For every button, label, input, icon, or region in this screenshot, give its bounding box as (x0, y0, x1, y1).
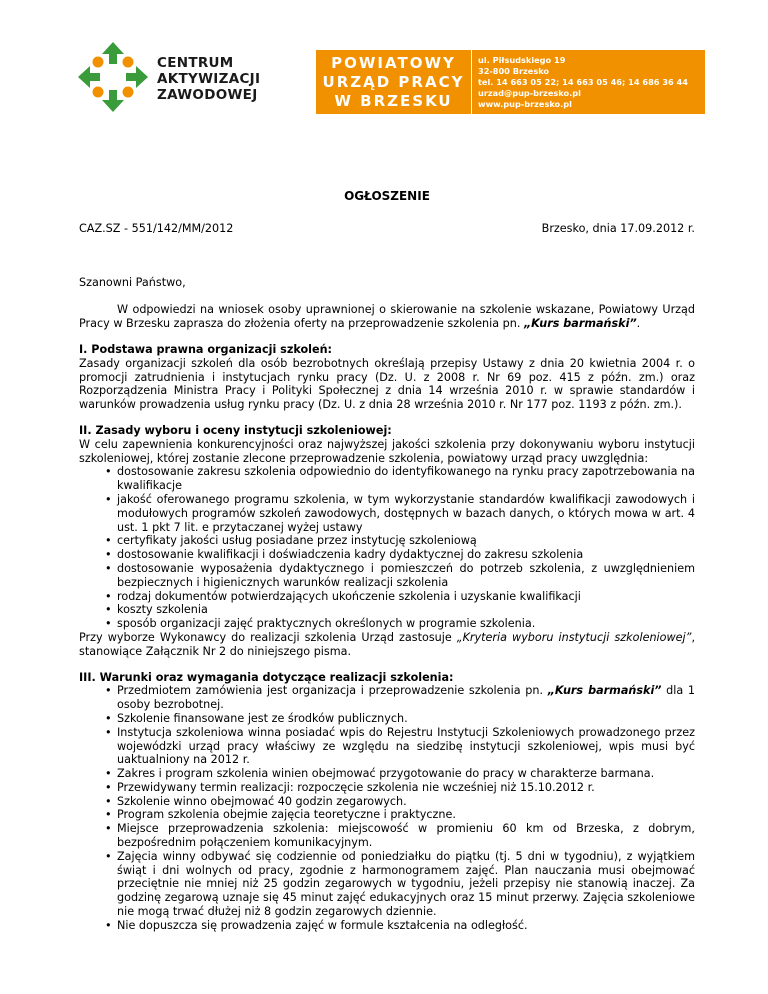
document-date: Brzesko, dnia 17.09.2012 r. (541, 221, 695, 235)
pup-name-block: POWIATOWY URZĄD PRACY W BRZESKU (316, 50, 471, 114)
list-item: • jakość oferowanego programu szkolenia, w tym wykorzystanie standardów kwalifikacji zawodowych i modułowych programów szkoleń zawodowych, dostępnych w bazach danych, o których mowa w art. 4 ust. 1 pkt 7 lit. e przytaczanej wyżej ustawy (79, 493, 695, 534)
list-item: • dostosowanie kwalifikacji i doświadczenia kadry dydaktycznej do zakresu szkolenia (79, 548, 695, 562)
course-name: „Kurs barmański” (547, 684, 662, 698)
list-item: • Miejsce przeprowadzenia szkolenia: miejscowość w promieniu 60 km od Brzeska, z dobrym, bezpośrednim połączeniem komunikacyjnym. (79, 822, 695, 850)
list-item: • koszty szkolenia (79, 603, 695, 617)
intro-paragraph: W odpowiedzi na wniosek osoby uprawnionej o skierowanie na szkolenie wskazane, Powiatowy Urząd Pracy w Brzesku zaprasza do złożenia oferty na przeprowadzenie szkolenia pn. „Kurs barmański”. (79, 303, 695, 331)
list-item: • Program szkolenia obejmie zajęcia teoretyczne i praktyczne. (79, 808, 695, 822)
reference-line (79, 222, 695, 236)
list-item: • Szkolenie winno obejmować 40 godzin zegarowych. (79, 795, 695, 809)
section-3-list (79, 684, 695, 932)
postal-line: 32-800 Brzesko (478, 66, 550, 76)
section-2-list (79, 465, 695, 631)
reference-number: CAZ.SZ - 551/142/MM/2012 (79, 221, 234, 235)
website-link[interactable]: www.pup-brzesko.pl (478, 99, 572, 109)
list-item: • Instytucja szkoleniowa winna posiadać wpis do Rejestru Instytucji Szkoleniowych prowadzonego przez wojewódzki urząd pracy właściwy ze względu na siedzibę instytucji szkoleniowej, wpis musi być uaktualniony na 2012 r. (79, 726, 695, 767)
section-3-heading: III. Warunki oraz wymagania dotyczące realizacji szkolenia: (79, 670, 454, 684)
caz-arrows-logo-icon (76, 40, 150, 114)
section-2-text: W celu zapewnienia konkurencyjności oraz najwyższej jakości szkolenia przy dokonywaniu wyboru instytucji szkoleniowej, której zostanie zlecone przeprowadzenie szkolenia, powiatowy urząd pracy uwzględnia: (79, 437, 695, 465)
criteria-title: „Kryteria wyboru instytucji szkoleniowej” (456, 630, 692, 644)
caz-brand-name: CENTRUM AKTYWIZACJI ZAWODOWEJ (157, 55, 261, 103)
list-item: • Przedmiotem zamówienia jest organizacja i przeprowadzenie szkolenia pn. „Kurs barmański” dla 1 osoby bezrobotnej. (79, 684, 695, 712)
list-item: • Zajęcia winny odbywać się codziennie od poniedziałku do piątku (tj. 5 dni w tygodniu), z wyjątkiem świąt i dni wolnych od pracy, zgodnie z harmonogramem zajęć. Plan nauczania musi obejmować przeciętnie nie mniej niż 25 godzin zegarowych w tygodniu, jeżeli przepisy nie stanowią inaczej. Za godzinę zegarową uznaje się 45 minut zajęć edukacyjnych oraz 15 minut przerwy. Zajęcia szkoleniowe nie mogą trwać dłużej niż 8 godzin zegarowych dziennie. (79, 850, 695, 919)
list-item: • dostosowanie zakresu szkolenia odpowiednio do identyfikowanego na rynku pracy zapotrzebowania na kwalifikacje (79, 465, 695, 493)
list-item: • Szkolenie finansowane jest ze środków publicznych. (79, 712, 695, 726)
list-item: • Nie dopuszcza się prowadzenia zajęć w formule kształcenia na odległość. (79, 919, 695, 933)
course-name: „Kurs barmański” (523, 317, 637, 331)
email-link[interactable]: urzad@pup-brzesko.pl (478, 88, 581, 98)
section-2-criteria-note: Przy wyborze Wykonawcy do realizacji szkolenia Urząd zastosuje „Kryteria wyboru instytucji szkoleniowej”, stanowiące Załącznik Nr 2 do niniejszego pisma. (79, 630, 695, 658)
list-item: • sposób organizacji zajęć praktycznych określonych w programie szkolenia. (79, 617, 695, 631)
list-item: • dostosowanie wyposażenia dydaktycznego i pomieszczeń do potrzeb szkolenia, z uwzględnieniem bezpiecznych i higienicznych warunków realizacji szkolenia (79, 562, 695, 590)
letterhead (0, 0, 768, 130)
phone-line: tel. 14 663 05 22; 14 663 05 46; 14 686 36 44 (478, 77, 688, 87)
section-1-heading: I. Podstawa prawna organizacji szkoleń: (79, 342, 333, 356)
section-1-text: Zasady organizacji szkoleń dla osób bezrobotnych określają przepisy Ustawy z dnia 20 kwietnia 2004 r. o promocji zatrudnienia i instytucjach rynku pracy (Dz. U. z 2008 r. Nr 69 poz. 415 z późn. zm.) oraz Rozporządzenia Ministra Pracy i Polityki Społecznej z dnia 14 września 2010 r. w sprawie standardów i warunków prowadzenia usług rynku pracy (Dz. U. z dnia 28 września 2010 r. Nr 177 poz. 1193 z późn. zm.). (79, 356, 695, 412)
document-body (79, 178, 695, 933)
contact-block (471, 50, 705, 114)
list-item: • Zakres i program szkolenia winien obejmować przygotowanie do pracy w charakterze barmana. (79, 767, 695, 781)
page-title: OGŁOSZENIE (344, 189, 430, 203)
list-item: • Przewidywany termin realizacji: rozpoczęcie szkolenia nie wcześniej niż 15.10.2012 r. (79, 781, 695, 795)
list-item: • rodzaj dokumentów potwierdzających ukończenie szkolenia i uzyskanie kwalifikacji (79, 590, 695, 604)
list-item: • certyfikaty jakości usług posiadane przez instytucję szkoleniową (79, 534, 695, 548)
section-2-heading: II. Zasady wyboru i oceny instytucji szkoleniowej: (79, 423, 392, 437)
address-line: ul. Piłsudskiego 19 (478, 55, 566, 65)
greeting: Szanowni Państwo, (79, 275, 186, 289)
